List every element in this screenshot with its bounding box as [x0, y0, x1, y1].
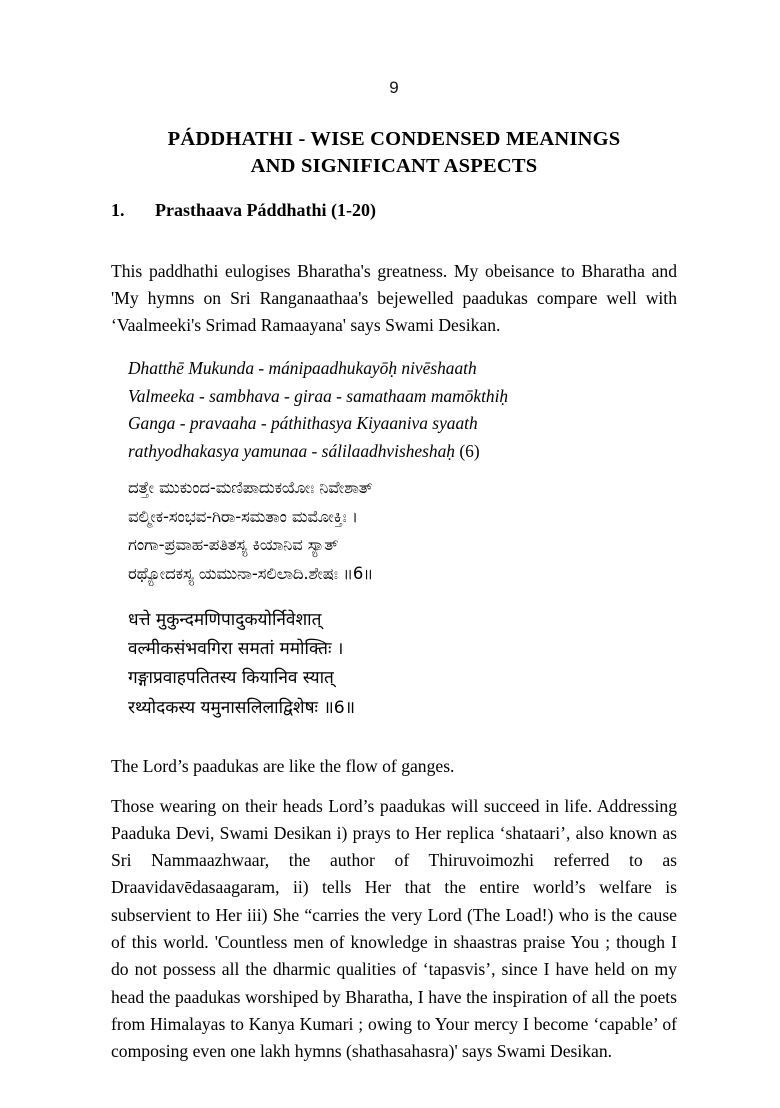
verse-devanagari-line-3: गङ्गाप्रवाहपतितस्य कियानिव स्यात्	[128, 668, 334, 689]
verse-kannada-line-1: ದತ್ತೇ ಮುಕುಂದ-ಮಣಿಪಾದುಕಯೋಃ ನಿವೇಶಾತ್	[128, 478, 373, 497]
section-heading-label: Prasthaava Páddhathi (1-20)	[155, 200, 377, 220]
verse-devanagari-line-2: वल्मीकसंभवगिरा समतां ममोक्तिः ।	[128, 639, 344, 660]
verse-kannada-line-2: ವಲ್ಮೀಕ-ಸಂಭವ-ಗಿರಾ-ಸಮತಾಂ ಮಮೋಕ್ತಿಃ ।	[128, 506, 358, 526]
section-heading	[111, 198, 677, 222]
verse-kannada-line-3: ಗಂಗಾ-ಪ್ರವಾಹ-ಪತಿತಸ್ಯ ಕಿಯಾನಿವ ಸ್ಯಾತ್	[128, 535, 339, 555]
verse-roman-line-2: Valmeeka - sambhava - giraa - samathaam mamōkthiḥ	[128, 385, 509, 406]
document-title	[111, 126, 677, 180]
verse-kannada	[128, 474, 677, 588]
paragraph-intro: This paddhathi eulogises Bharatha's greatness. My obeisance to Bharatha and 'My hymns on Sri Ranganaathaa's bejewelled paadukas compare well with ‘Vaalmeeki's Srimad Ramaayana' says Swami Desikan.	[111, 260, 677, 336]
document-title-line-2: AND SIGNIFICANT ASPECTS	[250, 155, 538, 177]
verse-roman-line-1: Dhatthē Mukunda - mánipaadhukayōḥ nivēshaath	[128, 358, 477, 378]
verse-roman-line-3: Ganga - pravaaha - páthithasya Kiyaaniva syaath	[128, 413, 478, 433]
section-number: 1.	[111, 200, 125, 220]
paragraph-commentary: Those wearing on their heads Lord’s paadukas will succeed in life. Addressing Paaduka Devi, Swami Desikan i) prays to Her replica ‘shataari’, also known as Sri Nammaazhwaar, the author of Thiruvoimozhi referred to as Draavidavēdasaagaram, ii) tells Her that the entire world’s welfare is subservient to Her iii) She “carries the very Lord (The Load!) who is the cause of this world. 'Countless men of knowledge in shaastras praise You ; though I do not possess all the dharmic qualities of ‘tapasvis’, since I have held on my head the paadukas worshiped by Bharatha, I have the inspiration of all the poets from Himalayas to Kanya Kumari ; owing to Your mercy I become ‘capable’ of composing even one lakh hymns (shathasahasra)' says Swami Desikan.	[111, 795, 677, 1062]
verse-kannada-line-4: ರಥ್ಯೋದಕಸ್ಯ ಯಮುನಾ-ಸಲಿಲಾದಿ.ಶೇಷಃ ॥6॥	[128, 563, 374, 583]
verse-roman-number: (6)	[455, 440, 480, 461]
verse-roman-line-4	[128, 438, 677, 466]
page-number: 9	[389, 78, 399, 97]
paragraph-gloss: The Lord’s paadukas are like the flow of ganges.	[111, 755, 455, 776]
verse-transliteration-roman	[128, 355, 677, 465]
document-title-line-1: PÁDDHATHI - WISE CONDENSED MEANINGS	[167, 128, 621, 150]
verse-roman-line-4-text: rathyodhakasya yamunaa - sálilaadhvisheshaḥ	[128, 440, 455, 461]
verse-devanagari-line-4: रथ्योदकस्य यमुनासलिलाद्विशेषः ॥6॥	[128, 697, 356, 718]
verse-devanagari-line-1: धत्ते मुकुन्दमणिपादुकयोर्निवेशात्	[128, 610, 322, 630]
verse-devanagari	[128, 606, 677, 723]
